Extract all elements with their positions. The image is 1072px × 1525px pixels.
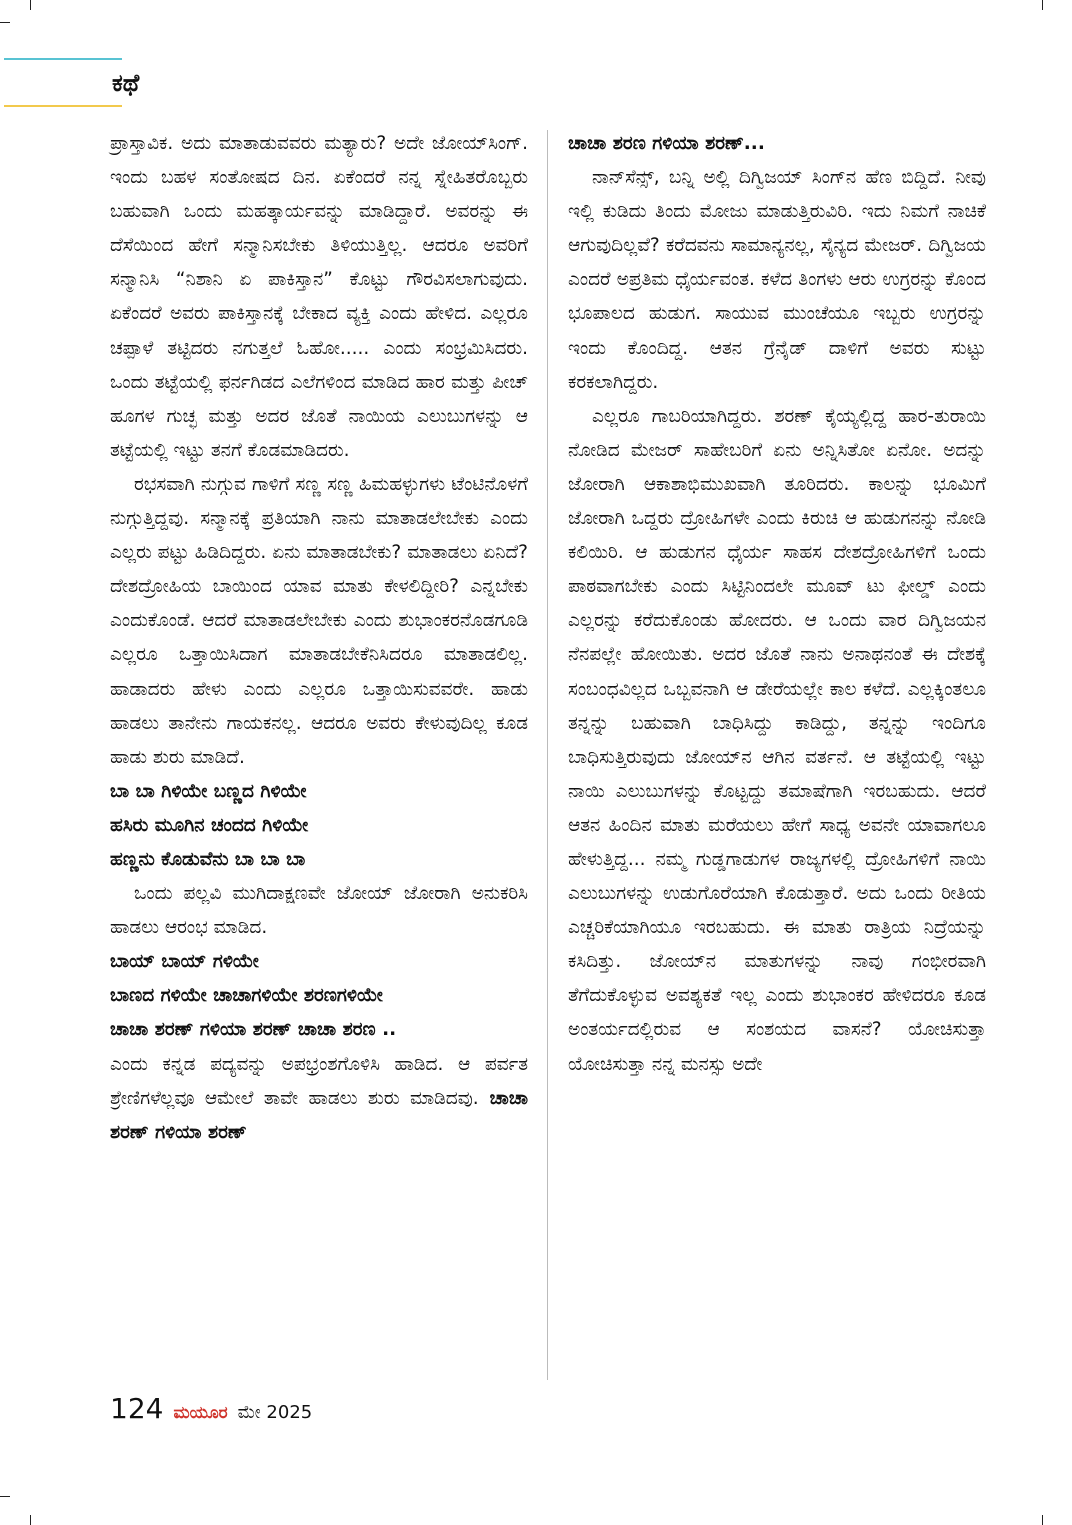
paragraph [568, 161, 986, 400]
section-accent-bottom [4, 105, 122, 107]
paragraph-text: ಎಂದು ಕನ್ನಡ ಪದ್ಯವನ್ನು ಅಪಭ್ರಂಶಗೊಳಿಸಿ ಹಾಡಿದ. ಆ ಪರ್ವತ ಶ್ರೇಣಿಗಳೆಲ್ಲವೂ ಆಮೇಲೆ ತಾವೇ ಹಾಡಲು ಶುರು ಮಾಡಿದವು. [110, 1053, 528, 1109]
crop-mark [30, 0, 31, 10]
paragraph-text: ರಭಸವಾಗಿ ನುಗ್ಗುವ ಗಾಳಿಗೆ ಸಣ್ಣ ಸಣ್ಣ ಹಿಮಹಳ್ಳುಗಳು ಟೆಂಟಿನೊಳಗೆ ನುಗ್ಗುತ್ತಿದ್ದವು. ಸನ್ಮಾನಕ್ಕೆ ಪ್ರತಿಯಾಗಿ ನಾನು ಮಾತಾಡಲೇಬೇಕು ಎಂದು ಎಲ್ಲರು ಪಟ್ಟು ಹಿಡಿದಿದ್ದರು. ಏನು ಮಾತಾಡಬೇಕು? ಮಾತಾಡಲು ಏನಿದೆ? ದೇಶದ್ರೋಹಿಯ ಬಾಯಿಂದ ಯಾವ ಮಾತು ಕೇಳಲಿದ್ದೀರಿ? ಎನ್ನಬೇಕು ಎಂದುಕೊಂಡೆ. ಆದರೆ ಮಾತಾಡಲೇಬೇಕು ಎಂದು ಶುಭಾಂಕರನೊಡಗೂಡಿ ಎಲ್ಲರೂ ಒತ್ತಾಯಿಸಿದಾಗ ಮಾತಾಡಬೇಕೆನಿಸಿದರೂ ಮಾತಾಡಲಿಲ್ಲ. ಹಾಡಾದರು ಹೇಳು ಎಂದು ಎಲ್ಲರೂ ಒತ್ತಾಯಿಸುವವರೇ. ಹಾಡು ಹಾಡಲು ತಾನೇನು ಗಾಯಕನಲ್ಲ. ಆದರೂ ಅವರು ಕೇಳುವುದಿಲ್ಲ ಕೂಡ ಹಾಡು ಶುರು ಮಾಡಿದೆ. [110, 473, 528, 768]
crop-mark [0, 1496, 10, 1497]
crop-mark [1042, 0, 1043, 10]
paragraph-text: ನಾನ್‌ಸೆನ್ಸ್, ಬನ್ನಿ ಅಲ್ಲಿ ದಿಗ್ವಿಜಯ್ ಸಿಂಗ್‌ನ ಹೆಣ ಬಿದ್ದಿದೆ. ನೀವು ಇಲ್ಲಿ ಕುಡಿದು ತಿಂದು ಮೋಜು ಮಾಡುತ್ತಿರುವಿರಿ. ಇದು ನಿಮಗೆ ನಾಚಿಕೆ ಆಗುವುದಿಲ್ಲವೆ? ಕರೆದವನು ಸಾಮಾನ್ಯನಲ್ಲ, ಸೈನ್ಯದ ಮೇಜರ್. ದಿಗ್ವಿಜಯ ಎಂದರೆ ಅಪ್ರತಿಮ ಧೈರ್ಯವಂತ. ಕಳೆದ ತಿಂಗಳು ಆರು ಉಗ್ರರನ್ನು ಕೊಂದ ಭೂಪಾಲದ ಹುಡುಗ. ಸಾಯುವ ಮುಂಚೆಯೂ ಇಬ್ಬರು ಉಗ್ರರನ್ನು ಇಂದು ಕೊಂದಿದ್ದ. ಆತನ ಗ್ರೆನೈಡ್ ದಾಳಿಗೆ ಅವರು ಸುಟ್ಟು ಕರಕಲಾಗಿದ್ದರು. [568, 167, 986, 393]
verse-line: ಚಾಚಾ ಶರಣ್ ಗಳಿಯಾ ಶರಣ್ ಚಾಚಾ ಶರಣ .. [110, 1019, 397, 1041]
right-column [568, 127, 986, 1082]
crop-mark [0, 22, 10, 23]
section-accent-top [4, 58, 122, 60]
column-divider [547, 130, 548, 1380]
verse-line: ಬಾಣದ ಗಳಿಯೇ ಚಾಚಾಗಳಿಯೇ ಶರಣಗಳಿಯೇ [110, 985, 383, 1007]
page-number: 124 [110, 1392, 164, 1425]
paragraph [568, 400, 986, 1082]
verse-inline: ಚಾಚಾ ಶರಣ್ ಗಳಿಯಾ ಶರಣ್ [110, 1087, 528, 1143]
paragraph-text: ಎಲ್ಲರೂ ಗಾಬರಿಯಾಗಿದ್ದರು. ಶರಣ್ ಕೈಯ್ಯಲ್ಲಿದ್ದ ಹಾರ-ತುರಾಯಿ ನೋಡಿದ ಮೇಜರ್ ಸಾಹೇಬರಿಗೆ ಏನು ಅನ್ನಿಸಿತೋ ಏನೋ. ಅದನ್ನು ಜೋರಾಗಿ ಆಕಾಶಾಭಿಮುಖವಾಗಿ ತೂರಿದರು. ಕಾಲನ್ನು ಭೂಮಿಗೆ ಜೋರಾಗಿ ಒದ್ದರು ದ್ರೋಹಿಗಳೇ ಎಂದು ಕಿರುಚಿ ಆ ಹುಡುಗನನ್ನು ನೋಡಿ ಕಲಿಯಿರಿ. ಆ ಹುಡುಗನ ಧೈರ್ಯ ಸಾಹಸ ದೇಶದ್ರೋಹಿಗಳಿಗೆ ಒಂದು ಪಾಠವಾಗಬೇಕು ಎಂದು ಸಿಟ್ಟಿನಿಂದಲೇ ಮೂವ್ ಟು ಫೀಲ್ಡ್ ಎಂದು ಎಲ್ಲರನ್ನು ಕರೆದುಕೊಂಡು ಹೋದರು. ಆ ಒಂದು ವಾರ ದಿಗ್ವಿಜಯನ ನೆನಪಲ್ಲೇ ಹೋಯಿತು. ಅದರ ಜೊತೆ ನಾನು ಅನಾಥನಂತೆ ಈ ದೇಶಕ್ಕೆ ಸಂಬಂಧವಿಲ್ಲದ ಒಬ್ಬವನಾಗಿ ಆ ಡೇರೆಯಲ್ಲೇ ಕಾಲ ಕಳೆದೆ. ಎಲ್ಲಕ್ಕಿಂತಲೂ ತನ್ನನ್ನು ಬಹುವಾಗಿ ಬಾಧಿಸಿದ್ದು ಕಾಡಿದ್ದು, ತನ್ನನ್ನು ಇಂದಿಗೂ ಬಾಧಿಸುತ್ತಿರುವುದು ಜೋಯ್‌ನ ಆಗಿನ ವರ್ತನೆ. ಆ ತಟ್ಟೆಯಲ್ಲಿ ಇಟ್ಟು ನಾಯಿ ಎಲುಬುಗಳನ್ನು ಕೊಟ್ಟದ್ದು ತಮಾಷೆಗಾಗಿ ಇರಬಹುದು. ಆದರೆ ಆತನ ಹಿಂದಿನ ಮಾತು ಮರೆಯಲು ಹೇಗೆ ಸಾಧ್ಯ ಅವನೇ ಯಾವಾಗಲೂ ಹೇಳುತ್ತಿದ್ದ... ನಮ್ಮ ಗುಡ್ಡಗಾಡುಗಳ ರಾಜ್ಯಗಳಲ್ಲಿ ದ್ರೋಹಿಗಳಿಗೆ ನಾಯಿ ಎಲುಬುಗಳನ್ನು ಉಡುಗೊರೆಯಾಗಿ ಕೊಡುತ್ತಾರೆ. ಅದು ಒಂದು ರೀತಿಯ ಎಚ್ಚರಿಕೆಯಾಗಿಯೂ ಇರಬಹುದು. ಈ ಮಾತು ರಾತ್ರಿಯ ನಿದ್ರೆಯನ್ನು ಕಸಿದಿತ್ತು. ಜೋಯ್‌ನ ಮಾತುಗಳನ್ನು ನಾವು ಗಂಭೀರವಾಗಿ ತೆಗೆದುಕೊಳ್ಳುವ ಅವಶ್ಯಕತೆ ಇಲ್ಲ ಎಂದು ಶುಭಾಂಕರ ಹೇಳಿದರೂ ಕೂಡ ಅಂತರ್ಯದಲ್ಲಿರುವ ಆ ಸಂಶಯದ ವಾಸನೆ? ಯೋಚಿಸುತ್ತಾ ಯೋಚಿಸುತ್ತಾ ನನ್ನ ಮನಸ್ಸು ಅದೇ [568, 405, 986, 1075]
verse-line: ಹಸಿರು ಮೂಗಿನ ಚಂದದ ಗಿಳಿಯೇ [110, 814, 309, 836]
magazine-logo: ಮಯೂರ [173, 1403, 228, 1423]
paragraph [110, 877, 528, 945]
paragraph-text: ಒಂದು ಪಲ್ಲವಿ ಮುಗಿದಾಕ್ಷಣವೇ ಜೋಯ್ ಜೋರಾಗಿ ಅನುಕರಿಸಿ ಹಾಡಲು ಆರಂಭ ಮಾಡಿದ. [110, 883, 528, 939]
paragraph-text: ಪ್ರಾಸ್ತಾವಿಕ. ಅದು ಮಾತಾಡುವವರು ಮತ್ಯಾರು? ಅದೇ ಜೋಯ್‌ಸಿಂಗ್. ಇಂದು ಬಹಳ ಸಂತೋಷದ ದಿನ. ಏಕೆಂದರೆ ನನ್ನ ಸ್ನೇಹಿತರೊಬ್ಬರು ಬಹುವಾಗಿ ಒಂದು ಮಹತ್ಕಾರ್ಯವನ್ನು ಮಾಡಿದ್ದಾರೆ. ಅವರನ್ನು ಈ ದೆಸೆಯಿಂದ ಹೇಗೆ ಸನ್ಮಾನಿಸಬೇಕು ತಿಳಿಯುತ್ತಿಲ್ಲ. ಆದರೂ ಅವರಿಗೆ ಸನ್ಮಾನಿಸಿ “ನಿಶಾನಿ ಏ ಪಾಕಿಸ್ತಾನ” ಕೊಟ್ಟು ಗೌರವಿಸಲಾಗುವುದು. ಏಕೆಂದರೆ ಅವರು ಪಾಕಿಸ್ತಾನಕ್ಕೆ ಬೇಕಾದ ವ್ಯಕ್ತಿ ಎಂದು ಹೇಳಿದ. ಎಲ್ಲರೂ ಚಪ್ಪಾಳೆ ತಟ್ಟಿದರು ನಗುತ್ತಲೆ ಓಹೋ..... ಎಂದು ಸಂಭ್ರಮಿಸಿದರು. ಒಂದು ತಟ್ಟೆಯಲ್ಲಿ ಫರ್ನಗಿಡದ ಎಲೆಗಳಿಂದ ಮಾಡಿದ ಹಾರ ಮತ್ತು ಪೀಚ್ ಹೂಗಳ ಗುಚ್ಛ ಮತ್ತು ಅದರ ಜೊತೆ ನಾಯಿಯ ಎಲುಬುಗಳನ್ನು ಆ ತಟ್ಟೆಯಲ್ಲಿ ಇಟ್ಟು ತನಗೆ ಕೊಡಮಾಡಿದರು. [110, 133, 528, 461]
crop-mark [1042, 1515, 1043, 1525]
subheading: ಚಾಚಾ ಶರಣ ಗಳಿಯಾ ಶರಣ್... [568, 133, 765, 154]
paragraph [110, 468, 528, 775]
paragraph [110, 127, 528, 468]
left-column [110, 127, 528, 1150]
section-title: ಕಥೆ [112, 69, 140, 97]
verse-line: ಬಾ ಬಾ ಗಿಳಿಯೇ ಬಣ್ಣದ ಗಿಳಿಯೇ [110, 780, 307, 802]
page-footer [110, 1392, 312, 1428]
crop-mark [30, 1515, 31, 1525]
issue-date: ಮೇ 2025 [237, 1402, 313, 1423]
verse-line: ಹಣ್ಣನು ಕೊಡುವೆನು ಬಾ ಬಾ ಬಾ [110, 848, 306, 870]
verse-line: ಬಾಯ್ ಬಾಯ್ ಗಳಿಯೇ [110, 951, 259, 973]
paragraph [110, 1048, 528, 1150]
